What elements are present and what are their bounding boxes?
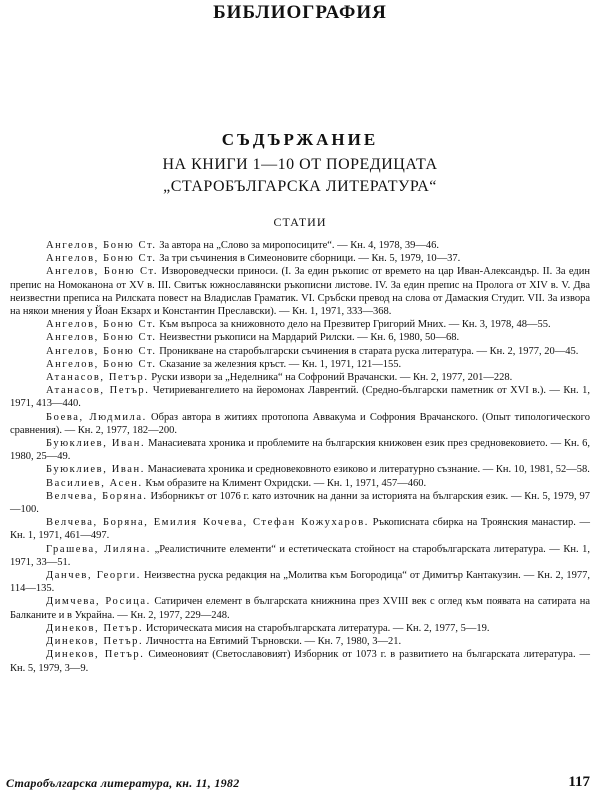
section-heading: СТАТИИ [273, 215, 327, 229]
entry-text: Историческата мисия на старобългарската литература. — Кн. 2, 1977, 5—19. [143, 622, 490, 634]
entry-author: Велчева, Боряна. [46, 490, 148, 502]
entry-text: Неизвестна руска редакция на „Молитва към Богородица“ от Димитър Кантакузин. — Кн. 2, 1977, 114—135. [10, 570, 590, 595]
entry-text: Към въпроса за книжовното дело на Презвитер Григорий Мних. — Кн. 3, 1978, 48—55. [156, 319, 551, 331]
entry-text: Руски извори за „Неделника“ на Софроний Врачански. — Кн. 2, 1977, 201—228. [148, 372, 513, 384]
section-header-title: БИБЛИОГРАФИЯ [213, 2, 387, 23]
entry-text: Сатиричен елемент в българската книжнина през XVIII век с оглед към появата на сатирата на Балканите и в Украйна. — Кн. 2, 1977, 229—248. [10, 596, 590, 621]
entry-author: Димчева, Росица. [46, 596, 151, 608]
entry-author: Атанасов, Петър. [46, 372, 149, 384]
bibliography-entry [10, 569, 590, 595]
entry-author: Велчева, Боряна, Емилия Кочева, Стефан Кожухаров. [46, 517, 369, 529]
bibliography-entry [10, 318, 590, 331]
bibliography-entry [10, 595, 590, 621]
entry-author: Буюклиев, Иван. [46, 438, 146, 450]
entry-author: Данчев, Георги. [46, 570, 141, 582]
entry-author: Ангелов, Боню Ст. [46, 345, 157, 357]
entry-text: Проникване на старобългарски съчинения в старата руска литература. — Кн. 2, 1977, 20—45. [156, 345, 579, 357]
bibliography-entry [10, 635, 590, 648]
bibliography-entry [10, 622, 590, 635]
bibliography-entry [10, 490, 590, 516]
entry-author: Ангелов, Боню Ст. [46, 319, 157, 331]
entry-author: Ангелов, Боню Ст. [46, 358, 157, 370]
bibliography-entry [10, 543, 590, 569]
entry-author: Динеков, Петър. [46, 636, 144, 648]
page-footer [6, 776, 590, 794]
bibliography-entry [10, 477, 590, 490]
entry-text: За автора на „Слово за миропосиците“. — Кн. 4, 1978, 39—46. [156, 240, 440, 251]
entry-text: Неизвестни ръкописи на Мардарий Рилски. — Кн. 6, 1980, 50—68. [156, 332, 460, 344]
entry-text: Изворoведчески приноси. (I. За един ръкопис от времето на цар Иван-Александър. II. За един препис на Номоканона от XV в. III. Свитък южнославянски ръкописни листове. IV. За един препис на Пролога от XIV в. V. Два неизвестни преписа на Рилската повест на Владислав Граматик. VI. Сръбски превод на слова от Дамаския Студит. VII. За извора на някои мнения у Йоан Екзарх и Константин Преславски). — Кн. 1, 1971, 333—368. [10, 266, 590, 318]
entry-text: Образ автора в житиях протопопа Аввакума и Софрония Врачанского. (Опыт типологического сравнения). — Кн. 2, 1977, 182—200. [10, 411, 590, 436]
entry-author: Ангелов, Боню Ст. [46, 266, 159, 278]
entry-text: Изборникът от 1076 г. като източник на данни за историята на българския език. — Кн. 5, 1979, 97—100. [10, 490, 590, 516]
entry-text: Ръкописната сбирка на Троянския манастир. — Кн. 1, 1971, 461—497. [10, 517, 591, 542]
entry-text: Сказание за железния кръст. — Кн. 1, 1971, 121—155. [156, 358, 402, 370]
footer-journal-citation: Старобългарска литература, кн. 11, 1982 [6, 776, 240, 790]
contents-subtitle-line1: НА КНИГИ 1—10 ОТ ПОРЕДИЦАТА [162, 156, 438, 173]
entry-author: Василиев, Асен. [46, 477, 143, 489]
contents-subtitle-line2: „СТАРОБЪЛГАРСКА ЛИТЕРАТУРА“ [163, 178, 437, 195]
entry-text: Четириевангелието на йеромонах Лаврентий. (Средно-български паметник от XVI в.). — Кн. 1, 1971, 413—440. [10, 385, 590, 410]
contents-title: СЪДЪРЖАНИЕ [221, 130, 379, 149]
bibliography-entry [10, 331, 590, 344]
entry-author: Динеков, Петър. [46, 649, 145, 661]
entry-text: Личността на Евтимий Търновски. — Кн. 7, 1980, 3—21. [143, 636, 402, 648]
bibliography-entry [10, 252, 590, 265]
entry-author: Ангелов, Боню Ст. [46, 332, 157, 344]
entry-text: За три съчинения в Симеоновите сборници. — Кн. 5, 1979, 10—37. [156, 253, 461, 265]
entry-text: Към образите на Климент Охридски. — Кн. 1, 1971, 457—460. [142, 477, 427, 489]
bibliography-entry [10, 437, 590, 463]
bibliography-entry [10, 239, 590, 252]
bibliography-entry [10, 463, 590, 476]
bibliography-entry [10, 648, 590, 674]
bibliography-entry [10, 516, 590, 542]
bibliography-list [10, 239, 590, 675]
entry-author: Буюклиев, Иван. [46, 464, 145, 476]
bibliography-entry [10, 265, 590, 318]
entry-text: Манасиевата хроника и проблемите на българския книжовен език през средновековието. — Кн. 6, 1980, 25—49. [10, 438, 591, 463]
entry-author: Атанасов, Петър. [46, 385, 150, 397]
entry-text: Симеоновият (Светославовият) Изборник от 1073 г. в развитието на българската литература. — Кн. 5, 1979, 3—9. [10, 649, 590, 674]
entry-author: Грашева, Лиляна. [46, 543, 152, 555]
bibliography-entry [10, 411, 590, 437]
entry-text: „Реалистичните елементи“ и естетическата стойност на старобългарската литература. — Кн. 1, 1971, 33—51. [10, 543, 591, 568]
bibliography-entry [10, 345, 590, 358]
page-number: 117 [568, 774, 590, 790]
bibliography-entry [10, 371, 590, 384]
bibliography-entry [10, 358, 590, 371]
entry-author: Динеков, Петър. [46, 622, 144, 634]
entry-text: Манасиевата хроника и средновековното езиково и литературно съзнание. — Кн. 10, 1981, 52—58. [145, 464, 590, 476]
entry-author: Ангелов, Боню Ст. [46, 240, 157, 251]
bibliography-entry [10, 384, 590, 410]
entry-author: Боева, Людмила. [46, 411, 147, 423]
entry-author: Ангелов, Боню Ст. [46, 253, 157, 265]
